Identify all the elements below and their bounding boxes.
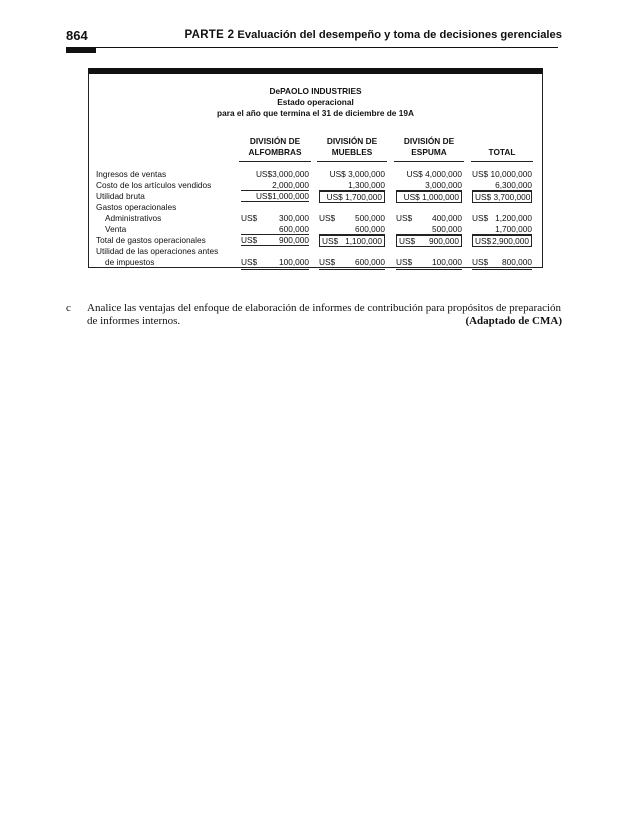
- operating-statement-table: [88, 68, 543, 268]
- table-cell: US$ 1,700,000: [319, 191, 385, 203]
- table-cell: 3,000,000: [396, 180, 462, 191]
- table-cell: US$ 1,100,000: [319, 235, 385, 247]
- column-header-total: TOTAL: [471, 136, 533, 162]
- table-cell: US$ 300,000: [241, 213, 309, 223]
- table-cell: 600,000: [319, 224, 385, 235]
- table-cell: US$ 100,000: [396, 257, 462, 270]
- page-header: [66, 28, 562, 46]
- table-cell: US$3,000,000: [255, 169, 309, 179]
- table-cell: 500,000: [396, 224, 462, 235]
- table-cell: 6,300,000: [472, 180, 532, 191]
- table-cell: US$ 1,200,000: [472, 213, 532, 223]
- table-cell: US$ 500,000: [319, 213, 385, 223]
- table-cell: US$ 4,000,000: [406, 169, 462, 179]
- table-cell: US$ 900,000: [241, 235, 309, 245]
- table-cell: US$ 900,000: [396, 235, 462, 247]
- part-label: PARTE 2: [184, 29, 235, 41]
- row-label-ingresos: Ingresos de ventas: [96, 169, 167, 179]
- company-name: DePAOLO INDUSTRIES: [269, 86, 362, 96]
- column-header-espuma: DIVISIÓN DE ESPUMA: [394, 136, 464, 162]
- table-cell: US$ 1,000,000: [396, 191, 462, 203]
- column-header-muebles: DIVISIÓN DE MUEBLES: [317, 136, 387, 162]
- table-cell: 1,300,000: [319, 180, 385, 191]
- header-bar: [66, 47, 96, 53]
- row-label-impuestos: de impuestos: [105, 257, 155, 267]
- table-cell: US$ 800,000: [472, 257, 532, 270]
- report-period: para el año que termina el 31 de diciembre de 19A: [217, 108, 414, 118]
- table-cell: US$ 400,000: [396, 213, 462, 223]
- report-name: Estado operacional: [277, 97, 354, 107]
- table-cell: US$1,000,000: [241, 191, 309, 202]
- column-header-alfombras: DIVISIÓN DE ALFOMBRAS: [239, 136, 311, 162]
- statement-titles: [89, 86, 542, 119]
- table-cell: US$ 600,000: [319, 257, 385, 270]
- table-cell: 2,000,000: [241, 180, 309, 191]
- table-cell: 1,700,000: [472, 224, 532, 235]
- row-label-total-gastos: Total de gastos operacionales: [96, 235, 206, 245]
- table-cell: US$ 3,700,000: [472, 191, 532, 203]
- row-label-utilidad-operaciones: Utilidad de las operaciones antes: [96, 246, 219, 256]
- page-number: 864: [66, 28, 88, 43]
- question-source: (Adaptado de CMA): [465, 315, 562, 327]
- running-title: [184, 29, 562, 41]
- question-text: Analice las ventajas del enfoque de elaboración de informes de contribución para propósitos de preparación de informes internos. (Adaptado de CMA): [87, 302, 562, 327]
- table-cell: 600,000: [241, 224, 309, 235]
- row-label-costo: Costo de los artículos vendidos: [96, 180, 212, 190]
- question-letter: c: [66, 302, 71, 314]
- header-rule: [66, 47, 558, 48]
- table-cell: US$ 3,000,000: [329, 169, 385, 179]
- row-label-gastos: Gastos operacionales: [96, 202, 177, 212]
- row-label-venta: Venta: [105, 224, 127, 234]
- part-title: Evaluación del desempeño y toma de decisiones gerenciales: [237, 29, 562, 41]
- table-cell: US$ 100,000: [241, 257, 309, 270]
- row-label-administrativos: Administrativos: [105, 213, 162, 223]
- table-cell: US$ 10,000,000: [472, 169, 532, 179]
- table-cell: US$ 2,900,000: [472, 235, 532, 247]
- row-label-utilidad-bruta: Utilidad bruta: [96, 191, 145, 201]
